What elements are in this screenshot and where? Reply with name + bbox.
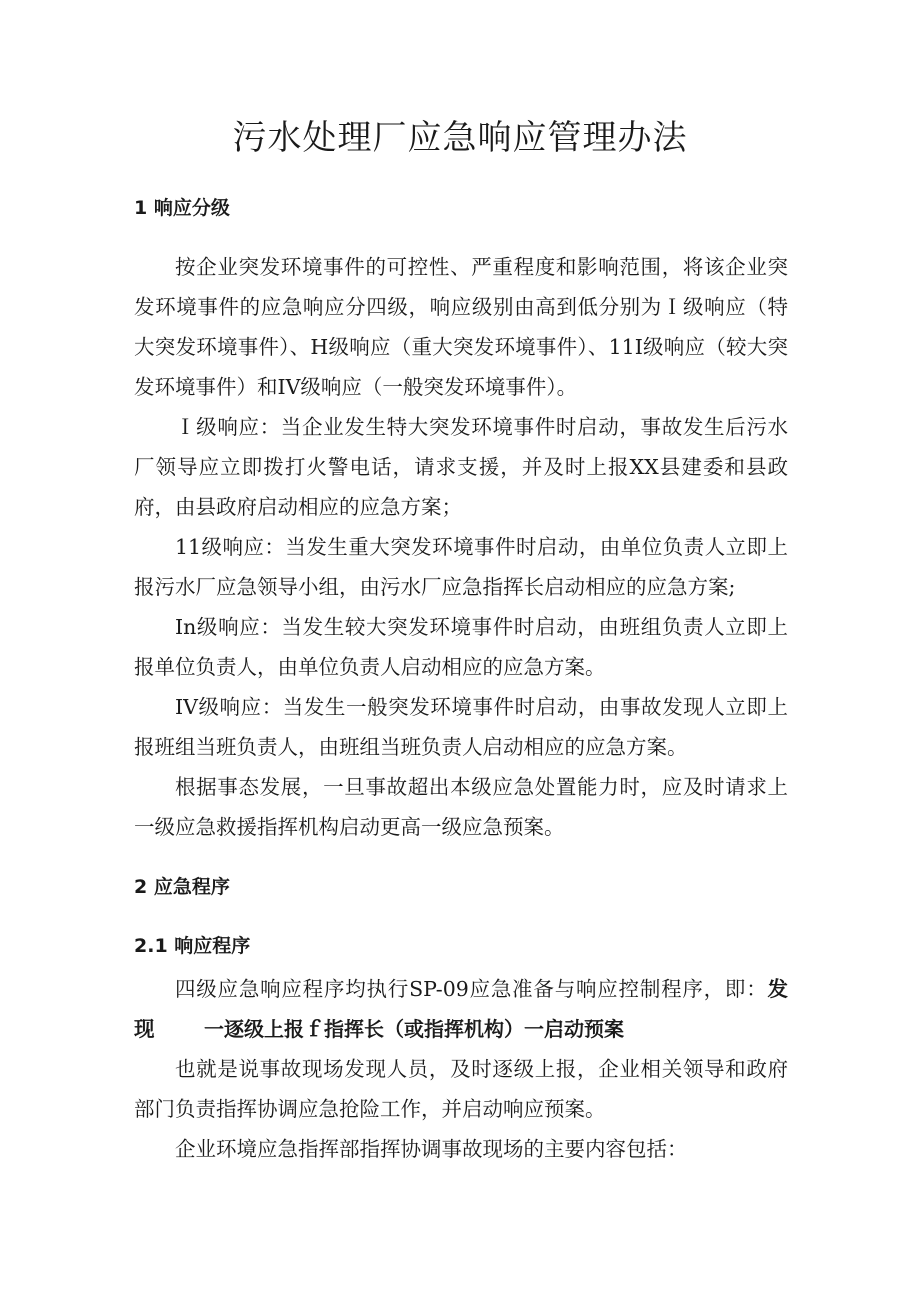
document-title: 污水处理厂应急响应管理办法 <box>232 118 688 158</box>
section-1-heading: 1 响应分级 <box>134 197 230 219</box>
section-2-1-paragraph-2: 企业环境应急指挥部指挥协调事故现场的主要内容包括： <box>175 1137 688 1161</box>
section-2-heading: 2 应急程序 <box>134 876 230 898</box>
section-1-paragraph-3: 11级响应：当发生重大突发环境事件时启动，由单位负责人立即上报污水厂应急领导小组，由污水厂应急指挥长启动相应的应急方案; <box>134 535 788 599</box>
section-1-paragraph-5: IV级响应：当发生一般突发环境事件时启动，由事故发现人立即上报班组当班负责人，由班组当班负责人启动相应的应急方案。 <box>134 695 788 759</box>
section-2-1-paragraph-1: 也就是说事故现场发现人员，及时逐级上报，企业相关领导和政府部门负责指挥协调应急抢险工作，并启动响应预案。 <box>134 1057 788 1121</box>
section-1-paragraph-4: In级响应：当发生较大突发环境事件时启动，由班组负责人立即上报单位负责人，由单位负责人启动相应的应急方案。 <box>134 615 788 679</box>
section-1-paragraph-2: Ｉ级响应：当企业发生特大突发环境事件时启动，事故发生后污水厂领导应立即拨打火警电话，请求支援，并及时上报XX县建委和县政府，由县政府启动相应的应急方案； <box>134 415 788 519</box>
section-1-paragraph-1: 按企业突发环境事件的可控性、严重程度和影响范围，将该企业突发环境事件的应急响应分四级，响应级别由高到低分别为Ｉ级响应（特大突发环境事件）、H级响应（重大突发环境事件）、11I级响应（较大突发环境事件）和IV级响应（一般突发环境事件）。 <box>134 255 788 399</box>
section-1-paragraph-6: 根据事态发展，一旦事故超出本级应急处置能力时，应及时请求上一级应急救援指挥机构启动更高一级应急预案。 <box>134 775 788 839</box>
section-2-1-intro-text: 四级应急响应程序均执行SP-09应急准备与响应控制程序，即： <box>175 977 768 1001</box>
section-2-1-heading: 2.1 响应程序 <box>134 935 251 957</box>
response-flow-line: 一逐级上报ｆ指挥长（或指挥机构）一启动预案 <box>204 1017 624 1041</box>
section-2-1-intro-bold: 发现 <box>134 977 788 1041</box>
